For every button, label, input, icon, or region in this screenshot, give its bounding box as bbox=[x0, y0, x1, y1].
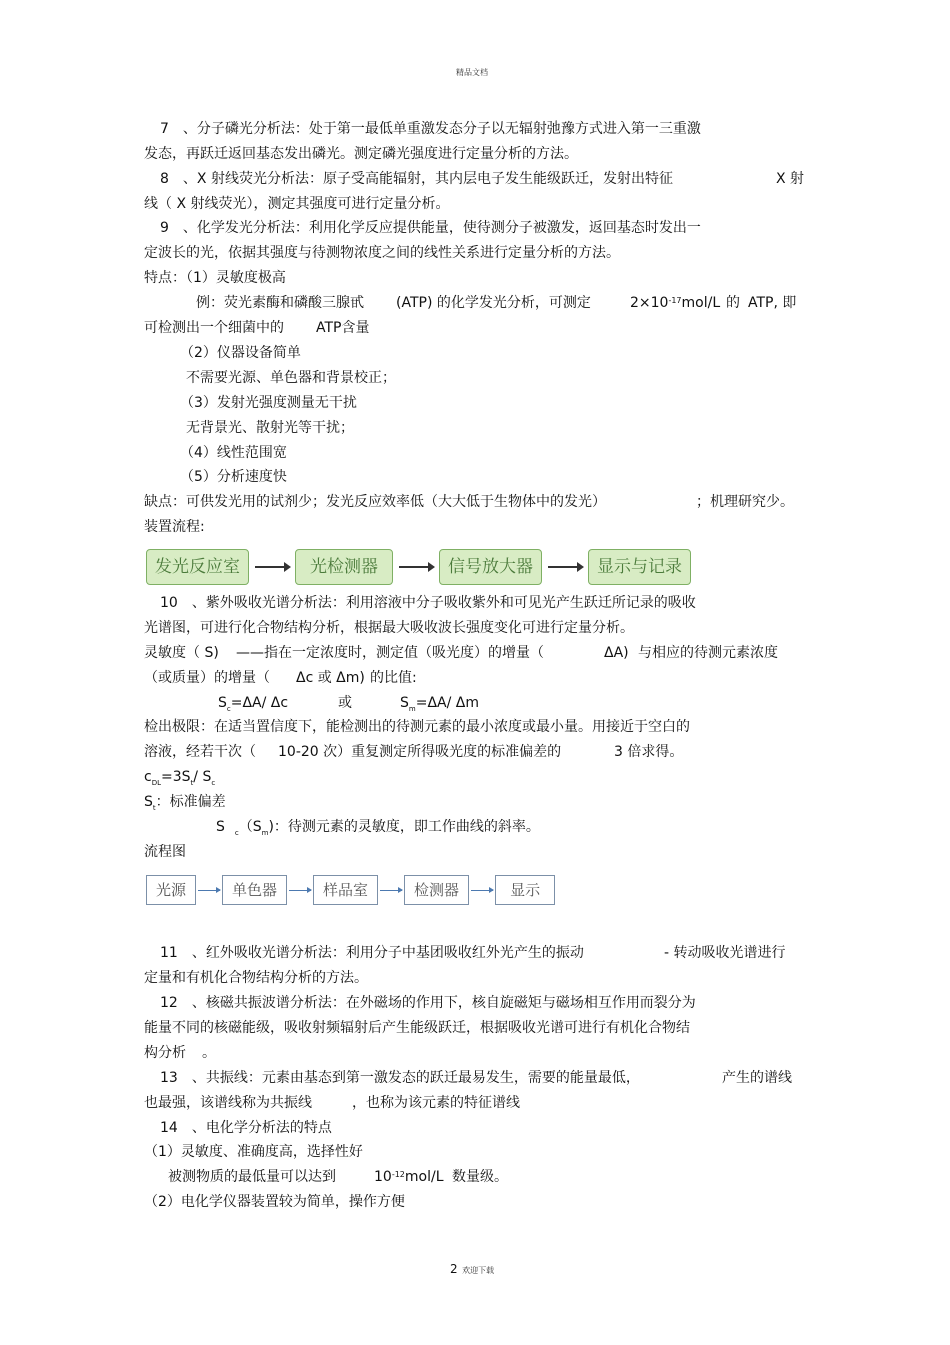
paragraph-line: ATP含量 bbox=[316, 320, 370, 336]
exponent: -12 bbox=[391, 1170, 405, 1179]
symbol: c bbox=[144, 769, 152, 785]
subscript: m bbox=[408, 704, 416, 713]
paragraph-line: 13 、共振线：元素由基态到第一激发态的跃迁最易发生，需要的能量最低， bbox=[160, 1070, 640, 1086]
paragraph-line: 溶液，经若干次（ bbox=[144, 744, 256, 760]
paragraph-line: 无背景光、散射光等干扰； bbox=[186, 420, 354, 436]
paragraph-line: 9 、化学发光分析法：利用化学反应提供能量，使待测分子被激发，返回基态时发出一 bbox=[160, 220, 701, 236]
paragraph-line: 光谱图，可进行化合物结构分析，根据最大吸收波长强度变化可进行定量分析。 bbox=[144, 620, 634, 636]
paragraph-line bbox=[374, 1168, 444, 1186]
flow-box-monochromator: 单色器 bbox=[222, 875, 287, 905]
exponent: -17 bbox=[668, 296, 682, 305]
flow-box-light-detector: 光检测器 bbox=[295, 549, 393, 585]
flow-arrow bbox=[471, 890, 493, 891]
subscript: c bbox=[211, 778, 216, 787]
paragraph-line: 检出极限：在适当置信度下，能检测出的待测元素的最小浓度或最小量。用接近于空白的 bbox=[144, 719, 690, 735]
formula-text: ：标准偏差 bbox=[155, 794, 226, 810]
paragraph-line: 8 、X 射线荧光分析法：原子受高能辐射，其内层电子发生能级跃迁，发射出特征 bbox=[160, 171, 673, 187]
paragraph-line: 与相应的待测元素浓度 bbox=[638, 645, 778, 661]
symbol: S bbox=[216, 819, 225, 835]
flow-box-detector: 检测器 bbox=[404, 875, 469, 905]
paragraph-line: 数量级。 bbox=[452, 1169, 508, 1185]
paragraph-line: ΔA) bbox=[604, 645, 629, 661]
paragraph-line: 线（ X 射线荧光），测定其强度可进行定量分析。 bbox=[144, 196, 450, 212]
flow-arrow bbox=[548, 566, 582, 568]
paragraph-line: 10 、紫外吸收光谱分析法：利用溶液中分子吸收紫外和可见光产生跃迁所记录的吸收 bbox=[160, 595, 696, 611]
flow-box-signal-amplifier: 信号放大器 bbox=[439, 549, 542, 585]
paragraph-line: 。 bbox=[202, 1045, 216, 1061]
paragraph-line: （4）线性范围宽 bbox=[180, 445, 287, 461]
paragraph-line: （2）仪器设备简单 bbox=[180, 345, 301, 361]
paragraph-line: 3 倍求得。 bbox=[614, 744, 684, 760]
formula-text: =ΔA/ Δc bbox=[230, 695, 289, 711]
unit-text: mol/L bbox=[681, 295, 721, 311]
paragraph-line: 能量不同的核磁能级，吸收射频辐射后产生能级跃迁，根据吸收光谱可进行有机化合物结 bbox=[144, 1020, 690, 1036]
paragraph-line: 11 、红外吸收光谱分析法：利用分子中基团吸收红外光产生的振动 bbox=[160, 945, 584, 961]
paragraph-line: ；机理研究少。 bbox=[696, 494, 794, 510]
subscript: DL bbox=[151, 778, 161, 787]
paragraph-line: 12 、核磁共振波谱分析法：在外磁场的作用下，核自旋磁矩与磁场相互作用而裂分为 bbox=[160, 995, 696, 1011]
paragraph-line: 或 bbox=[338, 695, 352, 711]
symbol: S bbox=[400, 695, 409, 711]
paragraph-line: 定量和有机化合物结构分析的方法。 bbox=[144, 970, 368, 986]
formula-line bbox=[216, 818, 540, 842]
flow-box-sample-chamber: 样品室 bbox=[313, 875, 378, 905]
flow-arrow bbox=[399, 566, 433, 568]
formula-line bbox=[400, 694, 479, 718]
formula-text: / S bbox=[193, 769, 212, 785]
paragraph-line: 7 、分子磷光分析法：处于第一最低单重激发态分子以无辐射弛豫方式进入第一三重激 bbox=[160, 121, 701, 137]
paragraph-line: 也最强，该谱线称为共振线 bbox=[144, 1095, 312, 1111]
flow-arrow bbox=[380, 890, 402, 891]
page-footer bbox=[450, 1260, 494, 1278]
symbol: S bbox=[218, 695, 227, 711]
paragraph-line: X 射 bbox=[776, 171, 805, 187]
paragraph-line: 缺点：可供发光用的试剂少；发光反应效率低（大大低于生物体中的发光） bbox=[144, 494, 606, 510]
subscript: c bbox=[234, 828, 239, 837]
subscript: t bbox=[190, 778, 194, 787]
formula-text: )：待测元素的灵敏度，即工作曲线的斜率。 bbox=[268, 819, 540, 835]
paragraph-line: （1）灵敏度、准确度高，选择性好 bbox=[144, 1144, 363, 1160]
value-text: 2×10 bbox=[630, 295, 669, 311]
paragraph-line: 的 bbox=[726, 295, 740, 311]
formula-text: =ΔA/ Δm bbox=[415, 695, 479, 711]
paragraph-line: ——指在一定浓度时，测定值（吸光度）的增量（ bbox=[236, 645, 544, 661]
flow-box-display: 显示 bbox=[495, 875, 555, 905]
subscript: t bbox=[152, 803, 156, 812]
paragraph-line: 流程图 bbox=[144, 844, 186, 860]
paragraph-line: 灵敏度（ S) bbox=[144, 645, 219, 661]
paragraph-line: 定波长的光，依据其强度与待测物浓度之间的线性关系进行定量分析的方法。 bbox=[144, 245, 620, 261]
paragraph-line: 的比值: bbox=[370, 670, 417, 686]
paragraph-line: ，也称为该元素的特征谱线 bbox=[352, 1095, 520, 1111]
paragraph-line: （5）分析速度快 bbox=[180, 469, 287, 485]
paragraph-line: Δc 或 Δm) bbox=[296, 670, 365, 686]
flow-arrow bbox=[289, 890, 311, 891]
paragraph-line: 10-20 次）重复测定所得吸光度的标准偏差的 bbox=[278, 744, 562, 760]
page-number: 2 bbox=[450, 1262, 458, 1276]
formula-text: =3S bbox=[161, 769, 191, 785]
paragraph-line: 可检测出一个细菌中的 bbox=[144, 320, 284, 336]
paragraph-line: 例：荧光素酶和磷酸三腺甙 bbox=[196, 295, 364, 311]
paragraph-line: （或质量）的增量（ bbox=[144, 670, 270, 686]
symbol: S bbox=[144, 794, 153, 810]
paragraph-line: 不需要光源、单色器和背景校正； bbox=[186, 370, 396, 386]
paragraph-line: 装置流程: bbox=[144, 519, 205, 535]
value-text: 10 bbox=[374, 1169, 392, 1185]
flow-box-display-record: 显示与记录 bbox=[588, 549, 691, 585]
subscript: m bbox=[261, 828, 269, 837]
footer-text: 欢迎下载 bbox=[462, 1266, 495, 1275]
paragraph-line: 构分析 bbox=[144, 1045, 186, 1061]
uv-flow-diagram bbox=[146, 875, 555, 905]
page-header: 精品文档 bbox=[456, 68, 488, 77]
flow-arrow bbox=[255, 566, 289, 568]
formula-line bbox=[144, 793, 226, 817]
paragraph-line: （2）电化学仪器装置较为简单，操作方便 bbox=[144, 1194, 405, 1210]
flow-box-light-source: 光源 bbox=[146, 875, 196, 905]
subscript: c bbox=[226, 704, 231, 713]
paragraph-line: (ATP) 的化学发光分析，可测定 bbox=[396, 295, 591, 311]
paragraph-line: 被测物质的最低量可以达到 bbox=[168, 1169, 336, 1185]
paragraph-line bbox=[630, 294, 720, 312]
formula-text: （S bbox=[238, 819, 262, 835]
unit-text: mol/L bbox=[404, 1169, 444, 1185]
paragraph-line: 14 、电化学分析法的特点 bbox=[160, 1120, 332, 1136]
flow-box-reaction-chamber: 发光反应室 bbox=[146, 549, 249, 585]
paragraph-line: （3）发射光强度测量无干扰 bbox=[180, 395, 357, 411]
formula-line bbox=[144, 768, 215, 792]
paragraph-line: - 转动吸收光谱进行 bbox=[664, 945, 786, 961]
paragraph-line: 发态，再跃迁返回基态发出磷光。测定磷光强度进行定量分析的方法。 bbox=[144, 146, 578, 162]
paragraph-line: 产生的谱线 bbox=[722, 1070, 792, 1086]
formula-line bbox=[218, 694, 288, 718]
paragraph-line: ATP, 即 bbox=[748, 295, 797, 311]
paragraph-line: 特点：（1）灵敏度极高 bbox=[144, 270, 286, 286]
flow-arrow bbox=[198, 890, 220, 891]
device-flow-diagram bbox=[146, 549, 691, 585]
